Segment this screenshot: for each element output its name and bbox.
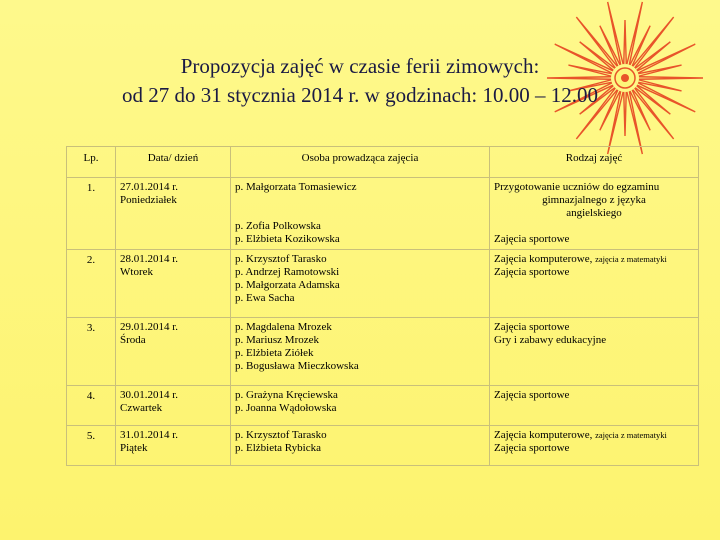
table-row — [67, 250, 699, 318]
row-date-cell — [116, 178, 231, 250]
row-activity-cell — [490, 386, 699, 426]
table-row — [67, 178, 699, 250]
row-date: 27.01.2014 r. — [120, 181, 179, 193]
activity-line: Przygotowanie uczniów do egzaminu — [494, 181, 660, 193]
header-person: Osoba prowadząca zajęcia — [231, 147, 490, 178]
person-name: p. Andrzej Ramotowski — [235, 266, 340, 278]
person-name: p. Małgorzata Tomasiewicz — [235, 181, 357, 193]
person-name: p. Bogusława Mieczkowska — [235, 360, 359, 372]
table-row — [67, 318, 699, 386]
title-line-1: Propozycja zajęć w czasie ferii zimowych: — [180, 54, 540, 78]
row-date: 31.01.2014 r. — [120, 429, 179, 441]
row-day: Środa — [120, 334, 146, 346]
person-name: p. Małgorzata Adamska — [235, 279, 340, 291]
table-header-row — [67, 147, 699, 178]
header-date: Data/ dzień — [116, 147, 231, 178]
activity-line: Zajęcia sportowe — [494, 266, 570, 278]
person-name: p. Ewa Sacha — [235, 292, 295, 304]
activity-line: Gry i zabawy edukacyjne — [494, 334, 607, 346]
row-date: 30.01.2014 r. — [120, 389, 179, 401]
person-name: p. Elżbieta Rybicka — [235, 442, 322, 454]
activity-line: Zajęcia sportowe — [494, 442, 570, 454]
person-name: p. Elżbieta Kozikowska — [235, 233, 340, 245]
row-number: 3. — [67, 318, 116, 386]
header-activity: Rodzaj zajęć — [490, 147, 699, 178]
activity-line: angielskiego — [566, 207, 622, 219]
row-number: 4. — [67, 386, 116, 426]
row-number: 2. — [67, 250, 116, 318]
activity-line: Zajęcia sportowe — [494, 233, 570, 245]
row-day: Poniedziałek — [120, 194, 177, 206]
person-name: p. Magdalena Mrozek — [235, 321, 332, 333]
activity-small: zajęcia z matematyki — [595, 430, 667, 440]
activity-line — [494, 429, 694, 442]
row-activity-cell — [490, 250, 699, 318]
row-persons-cell — [231, 386, 490, 426]
table-row — [67, 386, 699, 426]
schedule-table — [66, 146, 699, 466]
person-name: p. Krzysztof Tarasko — [235, 253, 327, 265]
title-line-2: od 27 do 31 stycznia 2014 r. w godzinach: 10.00 – 12.00 — [122, 83, 598, 107]
row-date: 29.01.2014 r. — [120, 321, 179, 333]
person-name: p. Krzysztof Tarasko — [235, 429, 327, 441]
activity-line: Zajęcia sportowe — [494, 321, 570, 333]
row-number: 1. — [67, 178, 116, 250]
row-date-cell — [116, 250, 231, 318]
row-activity-cell — [490, 318, 699, 386]
activity-main: Zajęcia komputerowe, — [494, 429, 593, 441]
row-persons-cell — [231, 178, 490, 250]
row-date: 28.01.2014 r. — [120, 253, 179, 265]
table-row — [67, 426, 699, 466]
person-name: p. Mariusz Mrozek — [235, 334, 320, 346]
row-date-cell — [116, 318, 231, 386]
header-lp: Lp. — [67, 147, 116, 178]
row-day: Piątek — [120, 442, 148, 454]
row-activity-cell — [490, 426, 699, 466]
activity-small: zajęcia z matematyki — [595, 254, 667, 264]
person-name: p. Grażyna Kręciewska — [235, 389, 338, 401]
row-activity-cell — [490, 178, 699, 250]
row-day: Czwartek — [120, 402, 163, 414]
activity-line — [494, 253, 694, 266]
person-name: p. Zofia Polkowska — [235, 220, 321, 232]
row-persons-cell — [231, 250, 490, 318]
activity-main: Zajęcia komputerowe, — [494, 253, 593, 265]
activity-line: gimnazjalnego z języka — [542, 194, 646, 206]
row-date-cell — [116, 426, 231, 466]
page-title — [0, 52, 720, 110]
activity-line: Zajęcia sportowe — [494, 389, 570, 401]
row-persons-cell — [231, 426, 490, 466]
row-number: 5. — [67, 426, 116, 466]
row-day: Wtorek — [120, 266, 153, 278]
person-name: p. Elżbieta Ziółek — [235, 347, 314, 359]
row-date-cell — [116, 386, 231, 426]
person-name: p. Joanna Wądołowska — [235, 402, 337, 414]
row-persons-cell — [231, 318, 490, 386]
